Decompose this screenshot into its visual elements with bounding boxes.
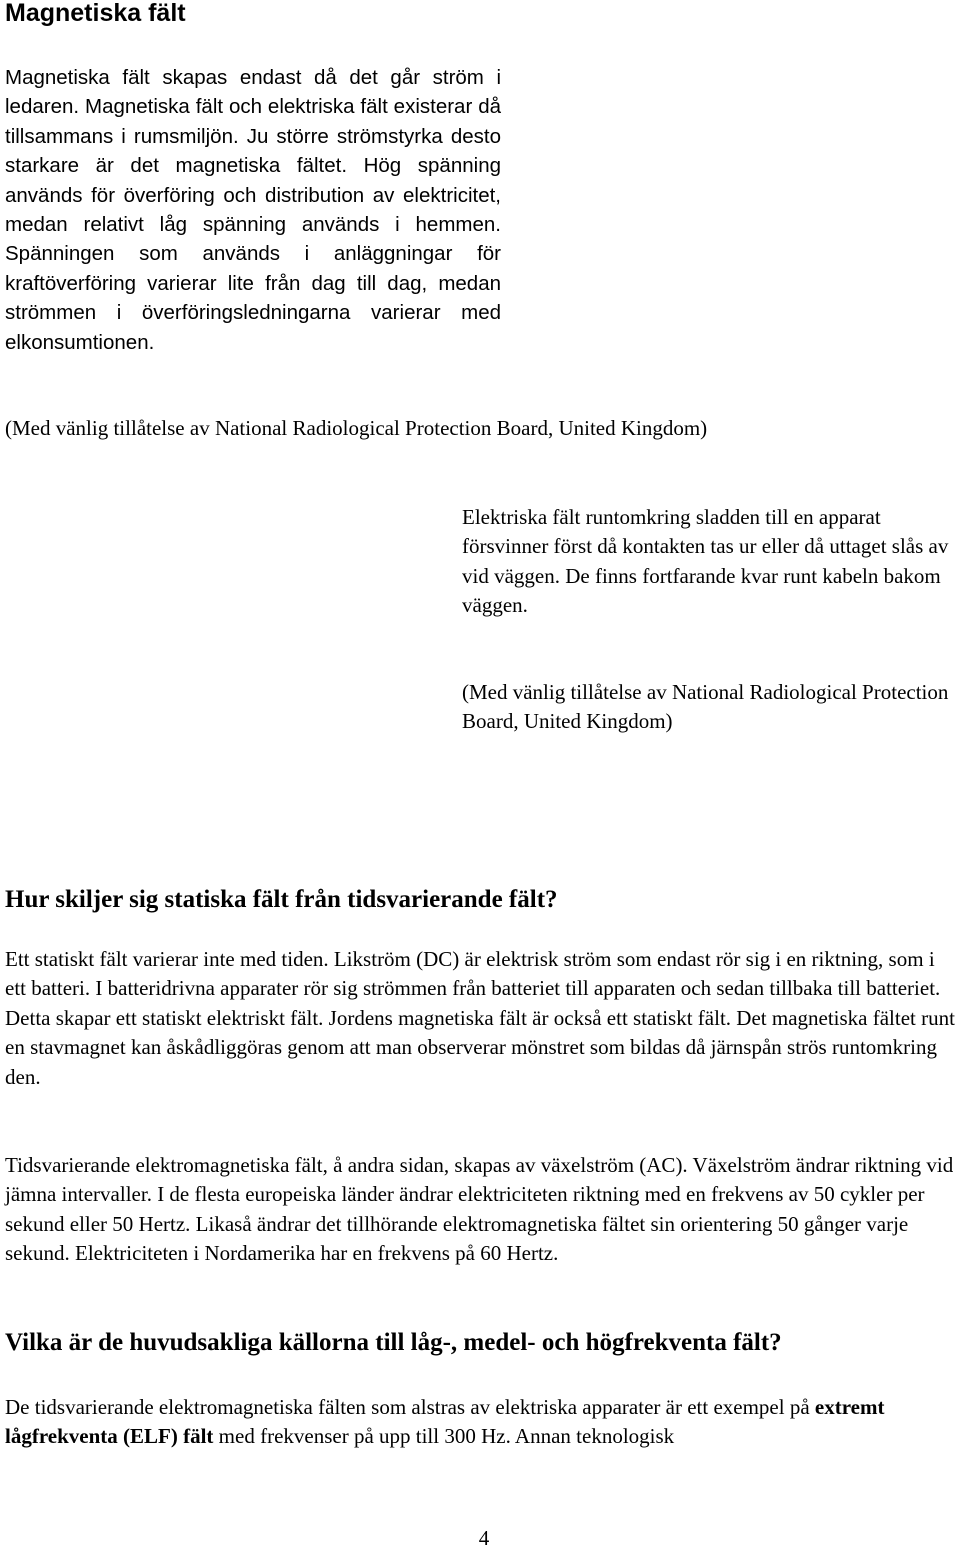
section-heading-static-vs-varying: Hur skiljer sig statiska fält från tidsvarierande fält? — [5, 886, 558, 913]
paragraph-elf-text-before: De tidsvarierande elektromagnetiska fälten som alstras av elektriska apparater är ett exempel på — [5, 1395, 815, 1419]
paragraph-elf-fields — [5, 1393, 955, 1452]
paragraph-magnetic-fields: Magnetiska fält skapas endast då det går ström i ledaren. Magnetiska fält och elektriska fält existerar då tillsammans i rumsmiljön. Ju större strömstyrka desto starkare är det magnetiska fältet. Hög spänning används för överföring och distribution av elektricitet, medan relativt låg spänning används i hemmen. Spänningen som används i anläggningar för kraftöverföring varierar lite från dag till dag, medan strömmen i överföringsledningarna varierar med elkonsumtionen. — [5, 66, 501, 354]
section-heading-main-sources: Vilka är de huvudsakliga källorna till låg-, medel- och högfrekventa fält? — [5, 1329, 782, 1356]
paragraph-elf-bold-term: extremt lågfrekventa (ELF) fält — [5, 1395, 885, 1449]
paragraph-time-varying-fields: Tidsvarierande elektromagnetiska fält, å andra sidan, skapas av växelström (AC). Växelström ändrar riktning vid jämna intervaller. I de flesta europeiska länder ändrar elektriciteten riktning med en frekvens av 50 cykler per sekund eller 50 Hertz. Likaså ändrar det tillhörande elektromagnetiska fältet sin orientering 50 gånger varje sekund. Elektriciteten i Nordamerika har en frekvens på 60 Hertz. — [5, 1153, 954, 1266]
paragraph-static-fields: Ett statiskt fält varierar inte med tiden. Likström (DC) är elektrisk ström som endast rör sig i en riktning, som i ett batteri. I batteridrivna apparater rör sig strömmen från batteriet till apparaten och sedan tillbaka till batteriet. Detta skapar ett statiskt elektriskt fält. Jordens magnetiska fält är också ett statiskt fält. Det magnetiska fältet runt en stavmagnet kan åskådliggöras genom att man observerar mönstret som bildas då järnspån strös runtomkring den. — [5, 947, 955, 1089]
section-heading-magnetic-fields: Magnetiska fält — [5, 0, 186, 27]
paragraph-electric-field-cord: Elektriska fält runtomkring sladden till en apparat försvinner först då kontakten tas ur eller då uttaget slås av vid väggen. De finns fortfarande kvar runt kabeln bakom väggen. — [462, 505, 949, 618]
image-credit-caption: (Med vänlig tillåtelse av National Radiological Protection Board, United Kingdom) — [5, 416, 708, 440]
page-number: 4 — [478, 1526, 490, 1550]
paragraph-elf-text-after: med frekvenser på upp till 300 Hz. Annan teknologisk — [213, 1424, 675, 1449]
image-credit-caption-2: (Med vänlig tillåtelse av National Radiological Protection Board, United Kingdom) — [462, 680, 949, 734]
